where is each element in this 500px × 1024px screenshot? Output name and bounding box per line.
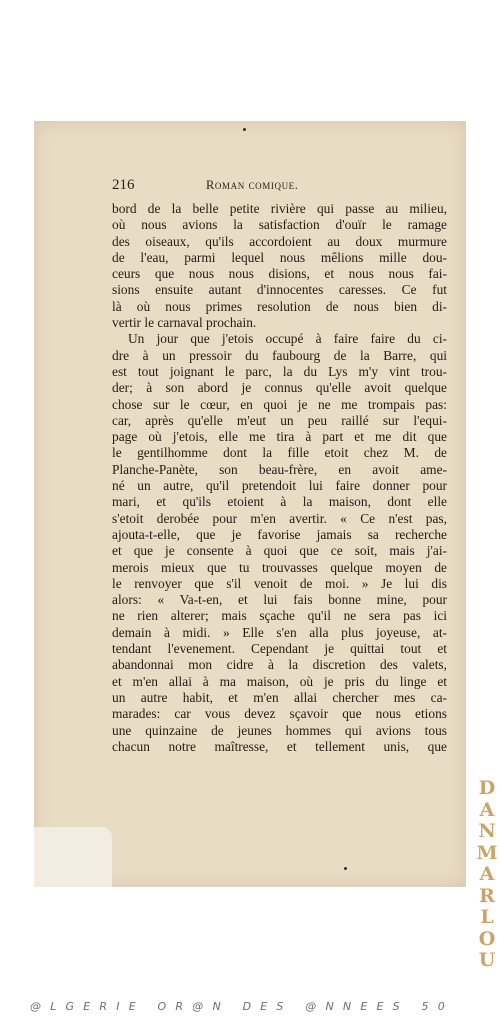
text-line: alors: « Va-t-en, et lui fais bonne mine, pour [112, 592, 447, 608]
running-title: Roman comique. [206, 178, 299, 192]
watermark-letter: N [478, 820, 496, 842]
text-line: car, après qu'elle m'eut un peu raillé sur l'equi- [112, 412, 447, 428]
text-line: né un autre, qu'il pretendoit lui faire donner pour [112, 478, 447, 494]
text-line: dre à un pressoir du faubourg de la Barre, qui [112, 347, 447, 363]
text-line: sions ensuite autant d'innocentes caresses. Ce fut [112, 282, 447, 298]
page-header [112, 177, 452, 197]
ink-speck [243, 128, 246, 131]
watermark-letter: A [479, 863, 495, 885]
text-line: ceurs que nous nous disions, et nous nous fai- [112, 266, 447, 282]
text-line: ajouta-t-elle, que je favorise jamais sa recherche [112, 526, 447, 542]
text-line: tendant l'evenement. Cependant je quittai tout et [112, 641, 447, 657]
text-line: et que je consente à quoi que ce soit, mais j'ai- [112, 543, 447, 559]
text-line: chacun notre maîtresse, et tellement unis, que [112, 738, 447, 754]
watermark-letter: L [480, 906, 494, 928]
watermark-letter: M [476, 841, 498, 864]
text-line: vertir le carnaval prochain. [112, 315, 257, 331]
page-corner-stain [34, 827, 112, 887]
text-line: là où nous primes resolution de nous bien di- [112, 298, 447, 314]
text-line: demain à midi. » Elle s'en alla plus joyeuse, at- [112, 624, 447, 640]
text-line: chose sur le cœur, en quoi je ne me trompais pas: [112, 396, 447, 412]
text-line: der; à son abord je connus qu'elle avoit quelque [112, 380, 447, 396]
text-line: des oiseaux, qu'ils accordoient au doux murmure [112, 233, 447, 249]
footer-watermark: @LGERIE OR@N DES @NNEES 50 [30, 1000, 454, 1013]
text-line: s'etoit derobée pour m'en avertir. « Ce n'est pas, [112, 510, 447, 526]
text-line: le gentilhomme dont la fille etoit chez M. de [112, 445, 447, 461]
text-line: bord de la belle petite rivière qui passe au milieu, [112, 201, 447, 216]
page-number: 216 [112, 177, 135, 193]
text-line: et m'en allai à ma maison, où je pris du linge et [112, 673, 447, 689]
watermark-letter: R [479, 884, 495, 907]
text-line: le renvoyer que s'il venoit de moi. » Je lui dis [112, 575, 447, 591]
text-line: Planche-Panète, son beau-frère, en avoit ame- [112, 461, 447, 477]
text-line: marades: car vous devez sçavoir que nous etions [112, 706, 447, 722]
vertical-watermark [476, 778, 498, 972]
text-line: merois mieux que tu trouvasses quelque moyen de [112, 559, 447, 575]
text-line: est tout joignant le parc, la du Lys m'y vint trou- [112, 363, 447, 379]
text-line: Un jour que j'etois occupé à faire faire du ci- [128, 331, 447, 347]
watermark-letter: O [478, 927, 496, 950]
page-body-text [112, 201, 447, 755]
text-line: page où j'etois, elle me tira à part et me dit que [112, 429, 447, 445]
watermark-letter: A [479, 798, 495, 821]
book-page-scan [34, 121, 466, 887]
text-line: abandonnai mon cidre à la discretion des valets, [112, 657, 447, 673]
watermark-letter: U [478, 949, 496, 971]
text-line: mari, et qu'ils etoient à la maison, dont elle [112, 494, 447, 510]
text-line: une quinzaine de jeunes hommes qui avions tous [112, 722, 447, 738]
text-line: de l'eau, parmi lequel nous mêlions mille dou- [112, 249, 447, 265]
watermark-letter: D [478, 777, 496, 799]
ink-speck [344, 867, 347, 870]
text-line: un autre habit, et m'en allai chercher mes ca- [112, 689, 447, 705]
text-line: où nous avions la satisfaction d'ouïr le ramage [112, 217, 447, 233]
text-line: ne rien alterer; mais sçache qu'il ne sera pas ici [112, 608, 447, 624]
